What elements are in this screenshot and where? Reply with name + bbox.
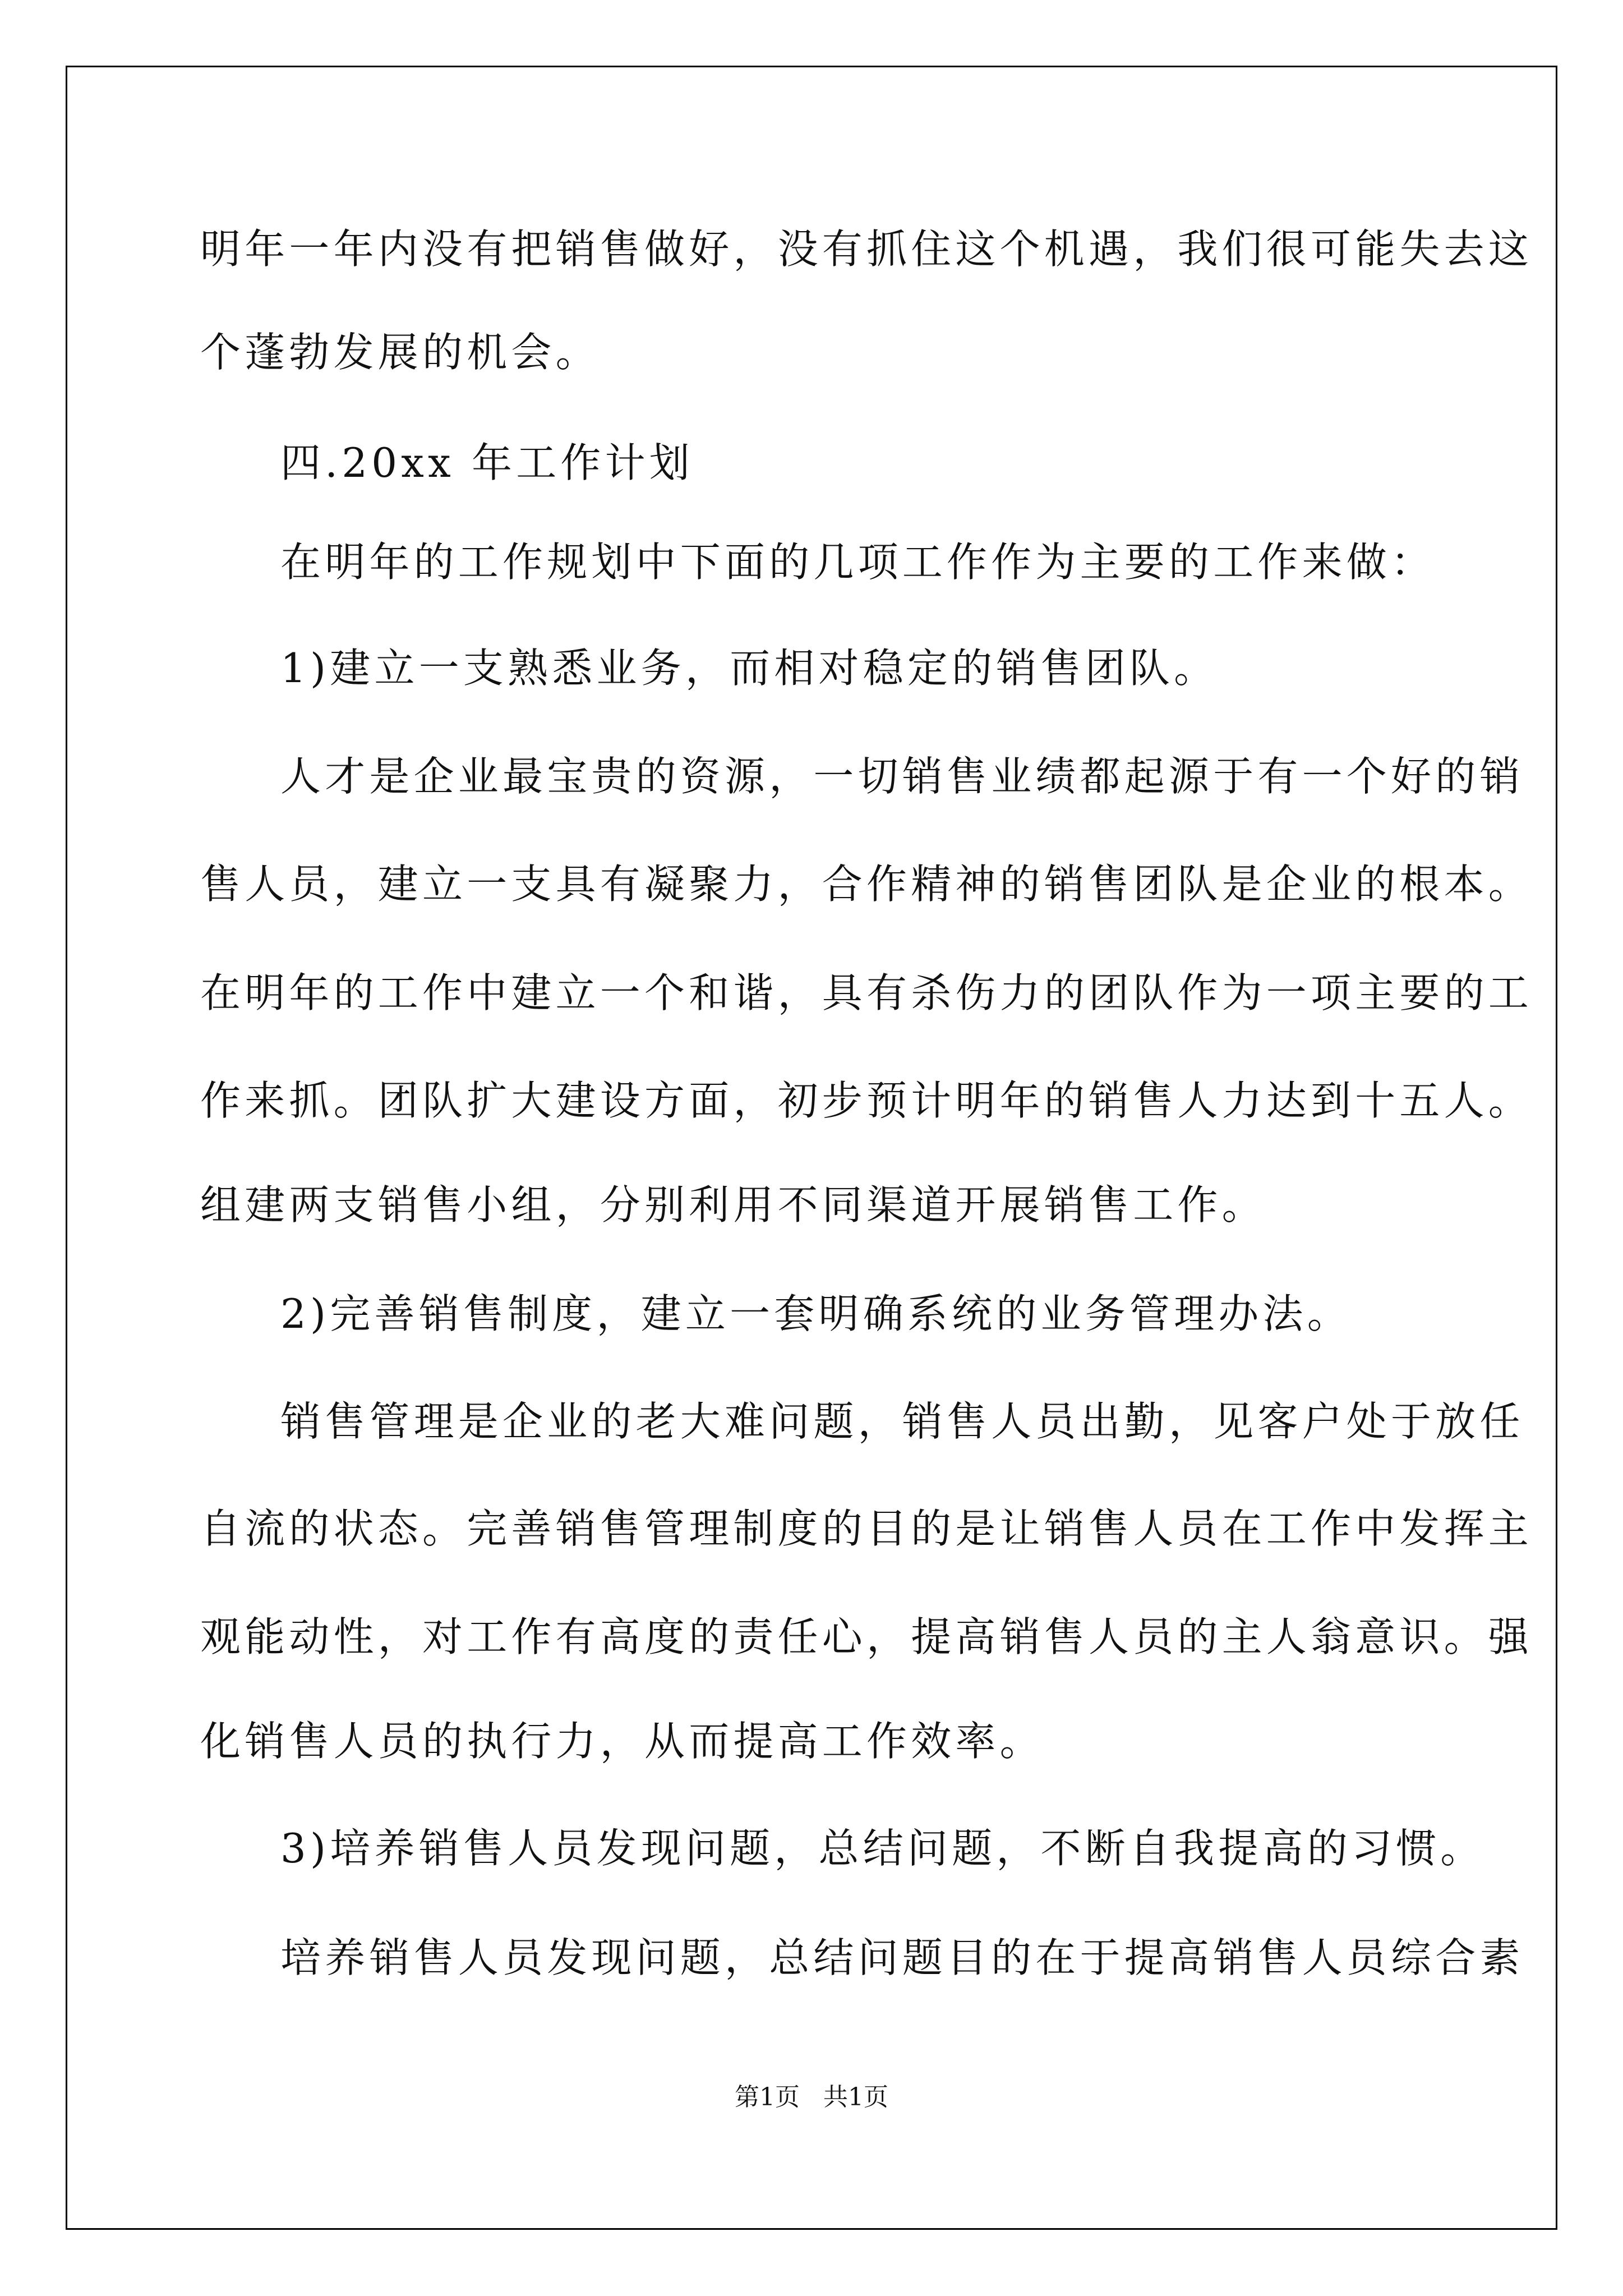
text-line: 在明年的工作中建立一个和谐，具有杀伤力的团队作为一项主要的工 xyxy=(200,969,1533,1016)
text-line: 个蓬勃发展的机会。 xyxy=(200,329,600,376)
text-line: 化销售人员的执行力，从而提高工作效率。 xyxy=(200,1718,1044,1765)
text-line: 作来抓。团队扩大建设方面，初步预计明年的销售人力达到十五人。 xyxy=(200,1077,1533,1124)
list-item-heading: 1)建立一支熟悉业务，而相对稳定的销售团队。 xyxy=(280,645,1219,692)
section-heading: 四.20xx 年工作计划 xyxy=(280,439,694,486)
text-line: 在明年的工作规划中下面的几项工作作为主要的工作来做： xyxy=(280,539,1436,586)
text-line: 观能动性，对工作有高度的责任心，提高销售人员的主人翁意识。强 xyxy=(200,1613,1533,1660)
text-line: 人才是企业最宝贵的资源，一切销售业绩都起源于有一个好的销 xyxy=(280,753,1524,800)
list-item-heading: 2)完善销售制度，建立一套明确系统的业务管理办法。 xyxy=(280,1290,1352,1337)
text-line: 明年一年内没有把销售做好，没有抓住这个机遇，我们很可能失去这 xyxy=(200,226,1533,273)
text-line: 组建两支销售小组，分别利用不同渠道开展销售工作。 xyxy=(200,1181,1266,1228)
text-line: 自流的状态。完善销售管理制度的目的是让销售人员在工作中发挥主 xyxy=(200,1505,1533,1552)
page-border xyxy=(66,66,1557,2230)
text-line: 售人员，建立一支具有凝聚力，合作精神的销售团队是企业的根本。 xyxy=(200,861,1533,908)
page-footer: 第1页 共1页 xyxy=(735,2083,888,2111)
text-line: 培养销售人员发现问题，总结问题目的在于提高销售人员综合素 xyxy=(280,1934,1524,1981)
text-line: 销售管理是企业的老大难问题，销售人员出勤，见客户处于放任 xyxy=(280,1398,1524,1445)
list-item-heading: 3)培养销售人员发现问题，总结问题，不断自我提高的习惯。 xyxy=(280,1825,1485,1872)
